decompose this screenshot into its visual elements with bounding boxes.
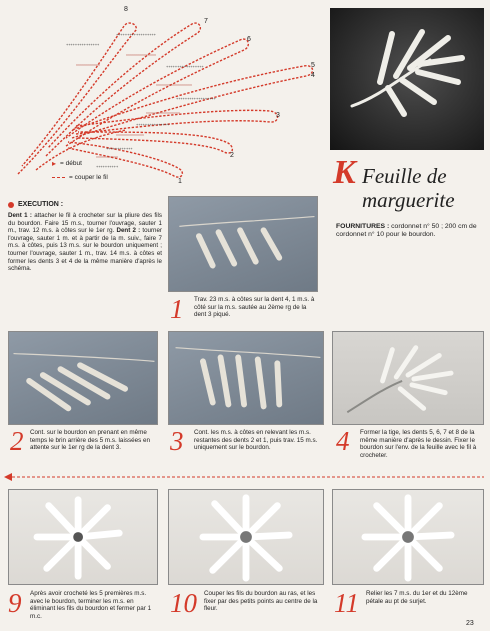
svg-text:+++++++++++++++++: +++++++++++++++++	[166, 65, 204, 69]
svg-text:xxxxxxxxxxxxxxxxxx: xxxxxxxxxxxxxxxxxx	[156, 82, 192, 87]
diagram-number-5: 5	[311, 62, 315, 69]
step-3-drawing	[169, 332, 323, 424]
step-4-drawing	[333, 332, 483, 424]
step-3-caption: Cont. les m.s. à côtes en relevant les m.s. restantes des dents 2 et 1, puis trav. 15 m.s. uniquement sur le bourdon.	[194, 429, 318, 452]
step-2-drawing	[9, 332, 157, 424]
supplies-block	[336, 223, 482, 239]
legend-cut-label: = couper le fil	[69, 174, 108, 181]
step-1-photo	[168, 196, 318, 292]
execution-text	[8, 212, 162, 273]
step-number-9: 9	[8, 588, 22, 618]
svg-text:++++++++++: ++++++++++	[96, 165, 119, 169]
step-4-photo	[332, 331, 484, 425]
step-3-photo	[168, 331, 324, 425]
step-2-caption: Cont. sur le bourdon en prenant en même temps le brin arrière des 5 m.s. laissées en attente sur le 1er rg de la dent 3.	[30, 429, 151, 452]
dent2-label: Dent 2 :	[116, 227, 141, 235]
legend-cut	[52, 174, 108, 181]
svg-text:xxxxxxxxxxx: xxxxxxxxxxx	[96, 154, 118, 159]
step-10-drawing	[169, 490, 323, 584]
execution-heading: EXECUTION :	[18, 201, 64, 208]
step-number-2: 2	[10, 426, 24, 456]
dent1-text: attacher le fil à crocheter sur la pliure des fils du bourdon. Faire 15 m.s., tourner l'ouvrage, sauter 1 m., trav. 12 m.s. à côtes sur le 1er rg.	[8, 212, 162, 235]
page-title: Feuille de marguerite	[362, 164, 455, 212]
svg-text:++++++++++++++++++: ++++++++++++++++++	[176, 97, 216, 101]
svg-text:xxxxxxxxxxxxxx: xxxxxxxxxxxxxx	[116, 132, 144, 137]
diagram-number-2: 2	[230, 152, 234, 159]
separator-arrow-icon	[4, 472, 486, 482]
step-2-photo	[8, 331, 158, 425]
diagram-number-4: 4	[311, 72, 315, 79]
step-number-1: 1	[170, 294, 184, 324]
bullet-icon	[8, 202, 14, 208]
supplies-text: cordonnet n° 50 ; 200 cm de cordonnet n° 10 pour le bourdon.	[336, 223, 477, 239]
svg-text:+++++++++++++++: +++++++++++++++	[136, 123, 170, 127]
step-11-photo	[332, 489, 484, 585]
step-4-caption: Former la tige, les dents 5, 6, 7 et 8 de la même manière d'après le dessin. Fixer le bourdon sur l'env. de la feuille avec le fil à crocheter.	[360, 429, 477, 460]
step-number-4: 4	[336, 426, 350, 456]
title-letter: K	[333, 154, 356, 191]
legend-start-label: = début	[60, 160, 82, 167]
finished-leaf-photo	[330, 8, 484, 150]
dent2-text: tourner l'ouvrage, sauter 1 m. et à partir de la m. suiv., faire 7 m.s. à côtes, puis 13 m.s. sur le bourdon uniquement ; tourner l'ouvrage, sauter 1 m., trav. 14 m.s. à côtes et former les dents 3 et 4 de la même manière d'après le schéma.	[8, 227, 162, 273]
step-10-photo	[168, 489, 324, 585]
legend-start	[52, 160, 82, 167]
start-arrow-icon: ▸	[52, 158, 57, 168]
leaf-photo-drawing	[330, 8, 484, 150]
step-1-caption: Trav. 23 m.s. à côtes sur la dent 4, 1 m.s. à côté sur la m.s. sautée au 2ème rg de la dent 3 piqué.	[194, 296, 315, 319]
diagram-number-6: 6	[247, 36, 251, 43]
step-number-3: 3	[170, 426, 184, 456]
dent1-label: Dent 1 :	[8, 212, 32, 219]
svg-text:xxxxxxxxxxxxxxx: xxxxxxxxxxxxxxx	[126, 52, 156, 57]
diagram-number-7: 7	[204, 18, 208, 25]
svg-text:++++++++++++: ++++++++++++	[106, 147, 133, 151]
diagram-number-3: 3	[276, 112, 280, 119]
step-number-10: 10	[170, 588, 197, 618]
step-11-caption: Relier les 7 m.s. du 1er et du 12ème pétale au pt de surjet.	[366, 590, 468, 605]
step-1-drawing	[169, 197, 317, 291]
svg-text:+++++++++++++++: +++++++++++++++	[66, 43, 100, 47]
step-11-drawing	[333, 490, 483, 584]
step-9-drawing	[9, 490, 157, 584]
step-9-caption: Après avoir crocheté les 5 premières m.s. avec le bourdon, terminer les m.s. en éliminant les fils du bourdon et fermer par 1 m.c.	[30, 590, 152, 621]
execution-heading-row	[8, 201, 63, 208]
svg-text:++++++++++++++++++: ++++++++++++++++++	[116, 33, 156, 37]
cut-line-icon	[52, 177, 65, 178]
diagram-number-8: 8	[124, 6, 128, 13]
step-9-photo	[8, 489, 158, 585]
svg-text:xxxxxxxxxxxx: xxxxxxxxxxxx	[76, 62, 100, 67]
svg-text:xxxxxxxxxxxxxxxxx: xxxxxxxxxxxxxxxxx	[146, 110, 180, 115]
diagram-number-1: 1	[178, 178, 182, 185]
step-10-caption: Couper les fils du bourdon au ras, et les fixer par des petits points au centre de la fleur.	[204, 590, 318, 613]
supplies-label: FOURNITURES :	[336, 223, 390, 230]
page-number: 23	[466, 620, 474, 627]
step-number-11: 11	[334, 588, 359, 618]
